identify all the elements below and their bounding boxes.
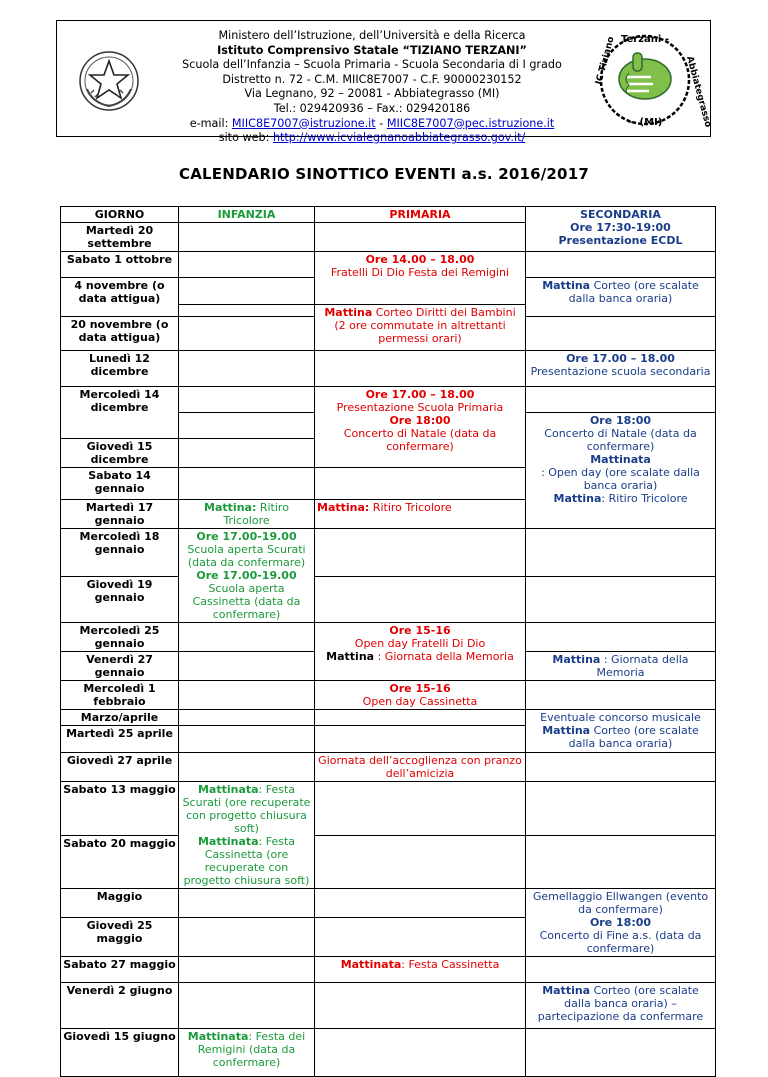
website-link[interactable]: http://www.icvialegnanoabbiategrasso.gov.it/	[272, 131, 526, 145]
cell-secondaria-corteo	[526, 278, 716, 317]
empty-cell	[315, 835, 526, 889]
address-line: Via Legnano, 92 – 20081 - Abbiategrasso (MI)	[244, 87, 500, 101]
event-text: Corteo (ore scalate dalla banca oraria) – partecipazione da confermare	[537, 984, 704, 1023]
day-cell: Mercoledì 1 febbraio	[61, 681, 179, 710]
event-time: Ore 14.00 – 18.00	[365, 253, 475, 266]
day-cell: Sabato 14 gennaio	[61, 468, 179, 500]
empty-cell	[526, 623, 716, 652]
event-text: Gemellaggio Ellwangen (evento da confermare)	[532, 890, 709, 916]
empty-cell	[315, 468, 526, 500]
day-cell: Sabato 27 maggio	[61, 957, 179, 983]
empty-cell	[526, 782, 716, 836]
empty-cell	[315, 917, 526, 956]
event-time: Ore 17.00-19.00	[196, 569, 297, 582]
empty-cell	[179, 917, 315, 956]
empty-cell	[179, 710, 315, 726]
ministry-line: Ministero dell’Istruzione, dell’Università e della Ricerca	[218, 29, 526, 42]
phone-line: Tel.: 029420936 – Fax.: 029420186	[273, 101, 471, 115]
empty-cell	[179, 889, 315, 918]
empty-cell	[179, 252, 315, 278]
svg-text:Terzani -: Terzani -	[621, 34, 669, 45]
day-cell: Sabato 13 maggio	[61, 782, 179, 836]
event-label: Mattina:	[204, 501, 257, 514]
event-text: : Festa Scurati (ore recuperate con progetto chiusura soft)	[182, 783, 311, 835]
empty-cell	[179, 278, 315, 305]
svg-text:~ (MI): ~ (MI)	[627, 117, 663, 128]
cell-primaria-ritiro	[315, 500, 526, 529]
empty-cell	[526, 529, 716, 577]
event-text: Scuola aperta Scurati (data da confermare)	[187, 543, 306, 569]
event-time: Ore 17:30-19:00	[570, 221, 671, 234]
district-line: Distretto n. 72 - C.M. MIIC8E7007 - C.F. 90000230152	[222, 72, 522, 86]
empty-cell	[179, 983, 315, 1029]
event-text: : Giornata della Memoria	[374, 650, 514, 663]
event-label: Mattinata	[197, 835, 259, 848]
cell-secondaria-gemellaggio	[526, 889, 716, 957]
empty-cell	[315, 782, 526, 836]
empty-cell	[526, 252, 716, 278]
empty-cell	[179, 681, 315, 710]
event-time: Ore 17.00-19.00	[196, 530, 297, 543]
cell-primaria-open-day-2	[315, 681, 526, 710]
day-cell: Maggio	[61, 889, 179, 918]
event-text: : Festa dei Remigini (data da confermare)	[197, 1030, 306, 1069]
email-line	[157, 117, 587, 132]
column-header-primaria: PRIMARIA	[315, 207, 526, 223]
empty-cell	[179, 305, 315, 317]
svg-text:IC Tiziano: IC Tiziano	[594, 35, 617, 86]
event-text: : Festa Cassinetta	[401, 958, 500, 971]
cell-secondaria-ecdl	[526, 207, 716, 252]
event-label: Mattina	[553, 492, 602, 505]
empty-cell	[179, 753, 315, 782]
cell-secondaria-memoria	[526, 652, 716, 681]
event-label: Mattina	[542, 984, 591, 997]
empty-cell	[179, 387, 315, 413]
day-cell: Venerdì 27 gennaio	[61, 652, 179, 681]
event-label: Mattina	[552, 653, 601, 666]
event-text: Corteo Diritti dei Bambini (2 ore commutate in altrettanti permessi orari)	[334, 306, 516, 345]
empty-cell	[179, 652, 315, 681]
event-text: Eventuale concorso musicale	[540, 711, 701, 724]
event-time: Ore 15-16	[389, 624, 451, 637]
cell-infanzia-scuola-aperta	[179, 529, 315, 623]
empty-cell	[179, 317, 315, 351]
empty-cell	[526, 576, 716, 622]
event-label: Mattina	[542, 279, 591, 292]
event-time: Ore 18:00	[389, 414, 451, 427]
day-cell: Mercoledì 14 dicembre	[61, 387, 179, 439]
cell-infanzia-ritiro	[179, 500, 315, 529]
day-cell: Giovedì 15 dicembre	[61, 439, 179, 468]
column-header-secondaria: SECONDARIA	[580, 208, 661, 221]
day-cell: Martedì 17 gennaio	[61, 500, 179, 529]
event-text: Concerto di Fine a.s. (data da confermare)	[539, 929, 702, 955]
email-separator: -	[375, 116, 387, 130]
event-label: Mattina:	[317, 501, 370, 514]
empty-cell	[526, 387, 716, 413]
event-text: Presentazione Scuola Primaria	[336, 401, 504, 414]
event-text: : Giornata della Memoria	[596, 653, 689, 679]
empty-cell	[526, 753, 716, 782]
event-text: : Ritiro Tricolore	[601, 492, 688, 505]
day-cell: Sabato 1 ottobre	[61, 252, 179, 278]
empty-cell	[315, 1029, 526, 1077]
empty-cell	[315, 726, 526, 753]
event-time: Ore 17.00 – 18.00	[566, 352, 675, 365]
cell-primaria-remigini	[315, 252, 526, 305]
column-header-giorno: GIORNO	[61, 207, 179, 223]
cell-primaria-presentazione	[315, 387, 526, 468]
day-cell: Sabato 20 maggio	[61, 835, 179, 889]
event-text: Open day Cassinetta	[362, 695, 478, 708]
event-label: Mattinata	[197, 783, 259, 796]
cell-secondaria-concorso	[526, 710, 716, 753]
school-logo-icon	[589, 27, 713, 133]
email-link-1[interactable]: MIIC8E7007@istruzione.it	[231, 116, 376, 130]
schools-line: Scuola dell’Infanzia – Scuola Primaria - Scuola Secondaria di I grado	[182, 58, 562, 72]
event-time: Ore 17.00 – 18.00	[365, 388, 475, 401]
day-cell: Lunedì 12 dicembre	[61, 351, 179, 387]
institute-name: Istituto Comprensivo Statale “TIZIANO TERZANI”	[217, 43, 527, 57]
empty-cell	[526, 957, 716, 983]
event-text: Presentazione ECDL	[558, 234, 683, 247]
event-text: Concerto di Natale (data da confermare)	[544, 427, 697, 453]
cell-primaria-open-day	[315, 623, 526, 681]
day-cell: 20 novembre (o data attigua)	[61, 317, 179, 351]
empty-cell	[526, 681, 716, 710]
event-time: Ore 18:00	[589, 916, 652, 929]
cell-secondaria-presentazione	[526, 351, 716, 387]
event-text: Open day Fratelli Di Dio	[354, 637, 486, 650]
email-label: e-mail:	[189, 116, 232, 130]
cell-infanzia-feste	[179, 782, 315, 889]
event-time: Ore 15-16	[389, 682, 451, 695]
event-label: Mattina	[326, 650, 375, 663]
empty-cell	[179, 957, 315, 983]
event-text: Ritiro Tricolore	[223, 501, 289, 527]
empty-cell	[179, 223, 315, 252]
event-time: Ore 18:00	[589, 414, 652, 427]
event-text: Ritiro Tricolore	[369, 501, 452, 514]
cell-secondaria-concerto	[526, 413, 716, 529]
day-cell: Giovedì 25 maggio	[61, 917, 179, 956]
event-text: : Festa Cassinetta (ore recuperate con progetto chiusura soft)	[183, 835, 310, 887]
email-link-2[interactable]: MIIC8E7007@pec.istruzione.it	[386, 116, 555, 130]
day-cell: Martedì 25 aprile	[61, 726, 179, 753]
empty-cell	[315, 710, 526, 726]
cell-primaria-festa-cassinetta	[315, 957, 526, 983]
empty-cell	[315, 983, 526, 1029]
events-calendar-table	[60, 206, 716, 1077]
empty-cell	[179, 351, 315, 387]
event-text: Corteo (ore scalate dalla banca oraria)	[568, 724, 699, 750]
event-label: Mattinata	[590, 453, 651, 466]
day-cell: Martedì 20 settembre	[61, 223, 179, 252]
empty-cell	[315, 223, 526, 252]
day-cell: Giovedì 15 giugno	[61, 1029, 179, 1077]
event-text: Scuola aperta Cassinetta (data da confermare)	[192, 582, 301, 621]
empty-cell	[315, 576, 526, 622]
day-cell: Giovedì 27 aprile	[61, 753, 179, 782]
empty-cell	[526, 317, 716, 351]
day-cell: Venerdì 2 giugno	[61, 983, 179, 1029]
empty-cell	[179, 623, 315, 652]
event-label: Mattinata	[340, 958, 402, 971]
empty-cell	[179, 726, 315, 753]
school-header	[56, 20, 713, 145]
event-text: Giornata dell’accoglienza con pranzo dell’amicizia	[318, 754, 522, 780]
event-text: Concerto di Natale (data da confermare)	[343, 427, 497, 453]
cell-infanzia-remigini	[179, 1029, 315, 1077]
empty-cell	[315, 351, 526, 387]
cell-secondaria-corteo-giugno	[526, 983, 716, 1029]
event-text: Presentazione scuola secondaria	[530, 365, 711, 378]
empty-cell	[179, 439, 315, 468]
website-line	[157, 131, 587, 146]
event-label: Mattinata	[187, 1030, 249, 1043]
day-cell: Mercoledì 25 gennaio	[61, 623, 179, 652]
cell-primaria-diritti	[315, 305, 526, 351]
empty-cell	[526, 1029, 716, 1077]
column-header-infanzia: INFANZIA	[179, 207, 315, 223]
empty-cell	[179, 413, 315, 439]
event-text: Corteo (ore scalate dalla banca oraria)	[568, 279, 699, 305]
event-text: : Open day (ore scalate dalla banca oraria)	[541, 466, 700, 492]
empty-cell	[315, 889, 526, 918]
day-cell: Marzo/aprile	[61, 710, 179, 726]
event-label: Mattina	[324, 306, 373, 319]
day-cell: 4 novembre (o data attigua)	[61, 278, 179, 317]
website-label: sito web:	[218, 131, 273, 145]
header-text	[157, 29, 587, 146]
day-cell: Giovedì 19 gennaio	[61, 576, 179, 622]
page-title: CALENDARIO SINOTTICO EVENTI a.s. 2016/2017	[179, 165, 589, 183]
svg-text:Abbiategrasso: Abbiategrasso	[684, 55, 713, 129]
day-cell: Mercoledì 18 gennaio	[61, 529, 179, 577]
empty-cell	[179, 468, 315, 500]
event-label: Mattina	[542, 724, 591, 737]
cell-primaria-accoglienza	[315, 753, 526, 782]
event-text: Fratelli Di Dio Festa dei Remigini	[330, 266, 510, 279]
empty-cell	[526, 835, 716, 889]
republic-emblem-icon	[77, 49, 141, 113]
empty-cell	[315, 529, 526, 577]
